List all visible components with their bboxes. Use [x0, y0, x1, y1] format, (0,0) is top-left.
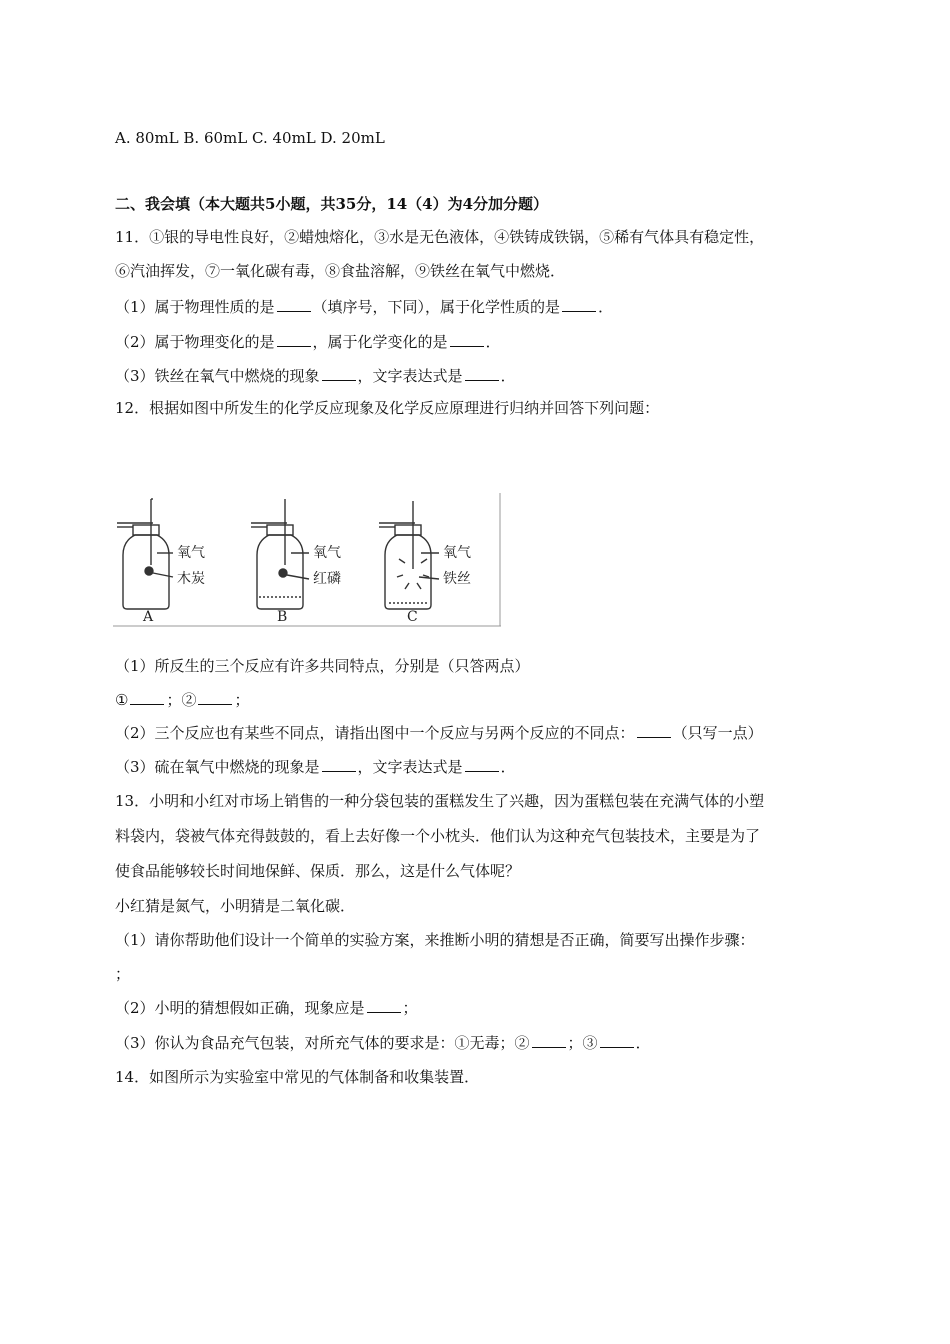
q11-stem-line2: ⑥汽油挥发，⑦一氧化碳有毒，⑧食盐溶解，⑨铁丝在氧气中燃烧． — [115, 262, 566, 280]
q12-part3-c: ． — [500, 758, 516, 776]
q13-part3-a: （3）你认为食品充气包装，对所充气体的要求是：①无毒；② — [115, 1034, 530, 1052]
q11-part1-c: ． — [598, 298, 614, 316]
q11-part2 — [115, 332, 501, 352]
answer-blank[interactable] — [450, 332, 484, 347]
q13-part1: （1）请你帮助他们设计一个简单的实验方案，来推断小明的猜想是否正确，简要写出操作步骤： — [115, 931, 755, 949]
answer-blank[interactable] — [277, 332, 311, 347]
q11-part3-c: ． — [500, 367, 516, 385]
q12-part1-end: ； — [234, 691, 250, 709]
q12-part1: （1）所反生的三个反应有许多共同特点，分别是（只答两点） — [115, 657, 530, 675]
combustion-figure-svg — [113, 493, 501, 627]
label-b-tag: B — [277, 609, 288, 625]
section-title: 二、我会填（本大题共5小题，共35分，14（4）为4分加分题） — [115, 195, 549, 213]
label-a-tag: A — [143, 609, 154, 625]
bottle-a — [117, 499, 173, 609]
q12-part2 — [115, 723, 763, 743]
circle-1: ① — [115, 691, 129, 709]
answer-blank[interactable] — [367, 998, 401, 1013]
q11-part2-c: ． — [485, 333, 501, 351]
q13-part2 — [115, 998, 418, 1018]
answer-blank[interactable] — [465, 366, 499, 381]
q12-stem: 12．根据如图中所发生的化学反应现象及化学反应原理进行归纳并回答下列问题： — [115, 399, 660, 417]
q12-part3 — [115, 757, 516, 777]
q11-part3-a: （3）铁丝在氧气中燃烧的现象 — [115, 367, 320, 385]
q13-stem-line3: 使食品能够较长时间地保鲜、保质．那么，这是什么气体呢？ — [115, 862, 521, 880]
q12-part1-answers — [115, 690, 249, 710]
answer-blank[interactable] — [637, 723, 671, 738]
answer-blank[interactable] — [532, 1033, 566, 1048]
q14-stem: 14．如图所示为实验室中常见的气体制备和收集装置． — [115, 1068, 480, 1086]
q13-part2-b: ； — [402, 999, 418, 1017]
label-b-gas: 氧气 — [313, 545, 341, 561]
answer-blank[interactable] — [198, 690, 232, 705]
q13-stem-line4: 小红猜是氮气，小明猜是二氧化碳． — [115, 897, 356, 915]
q11-stem-line1: 11．①银的导电性良好，②蜡烛熔化，③水是无色液体，④铁铸成铁锅，⑤稀有气体具有稳定性， — [115, 228, 765, 246]
q13-part3-c: ． — [635, 1034, 651, 1052]
q13-part1-cont: ； — [115, 965, 131, 983]
answer-blank[interactable] — [277, 297, 311, 312]
q11-part3-b: ，文字表达式是 — [357, 367, 463, 385]
answer-blank[interactable] — [465, 757, 499, 772]
label-b-substance: 红磷 — [313, 571, 341, 587]
label-c-substance: 铁丝 — [443, 571, 471, 587]
answer-blank[interactable] — [322, 366, 356, 381]
label-c-gas: 氧气 — [443, 545, 471, 561]
q12-part2-a: （2）三个反应也有某些不同点，请指出图中一个反应与另两个反应的不同点： — [115, 724, 635, 742]
answer-options: A. 80mL B. 60mL C. 40mL D. 20mL — [115, 129, 385, 147]
q11-part1 — [115, 297, 613, 317]
q13-part2-a: （2）小明的猜想假如正确，现象应是 — [115, 999, 365, 1017]
q11-part1-b: （填序号，下同），属于化学性质的是 — [312, 298, 561, 316]
q13-part3-b: ；③ — [567, 1034, 598, 1052]
bottle-b — [251, 499, 309, 609]
q12-part2-b: （只写一点） — [672, 724, 763, 742]
combustion-figure — [113, 493, 501, 627]
q12-part3-a: （3）硫在氧气中燃烧的现象是 — [115, 758, 320, 776]
q12-part1-sep: ；② — [166, 691, 197, 709]
answer-blank[interactable] — [322, 757, 356, 772]
q13-stem-line2: 料袋内，袋被气体充得鼓鼓的，看上去好像一个小枕头．他们认为这种充气包装技术，主要是为了 — [115, 827, 761, 845]
q13-part3 — [115, 1033, 651, 1053]
label-a-substance: 木炭 — [177, 571, 205, 587]
answer-blank[interactable] — [130, 690, 164, 705]
q11-part1-a: （1）属于物理性质的是 — [115, 298, 275, 316]
label-c-tag: C — [407, 609, 418, 625]
q11-part2-b: ，属于化学变化的是 — [312, 333, 448, 351]
q11-part3 — [115, 366, 516, 386]
label-a-gas: 氧气 — [177, 545, 205, 561]
q13-stem-line1: 13．小明和小红对市场上销售的一种分袋包装的蛋糕发生了兴趣，因为蛋糕包装在充满气体的小塑 — [115, 792, 765, 810]
bottle-c — [379, 501, 439, 609]
answer-blank[interactable] — [562, 297, 596, 312]
answer-blank[interactable] — [600, 1033, 634, 1048]
q11-part2-a: （2）属于物理变化的是 — [115, 333, 275, 351]
q12-part3-b: ，文字表达式是 — [357, 758, 463, 776]
